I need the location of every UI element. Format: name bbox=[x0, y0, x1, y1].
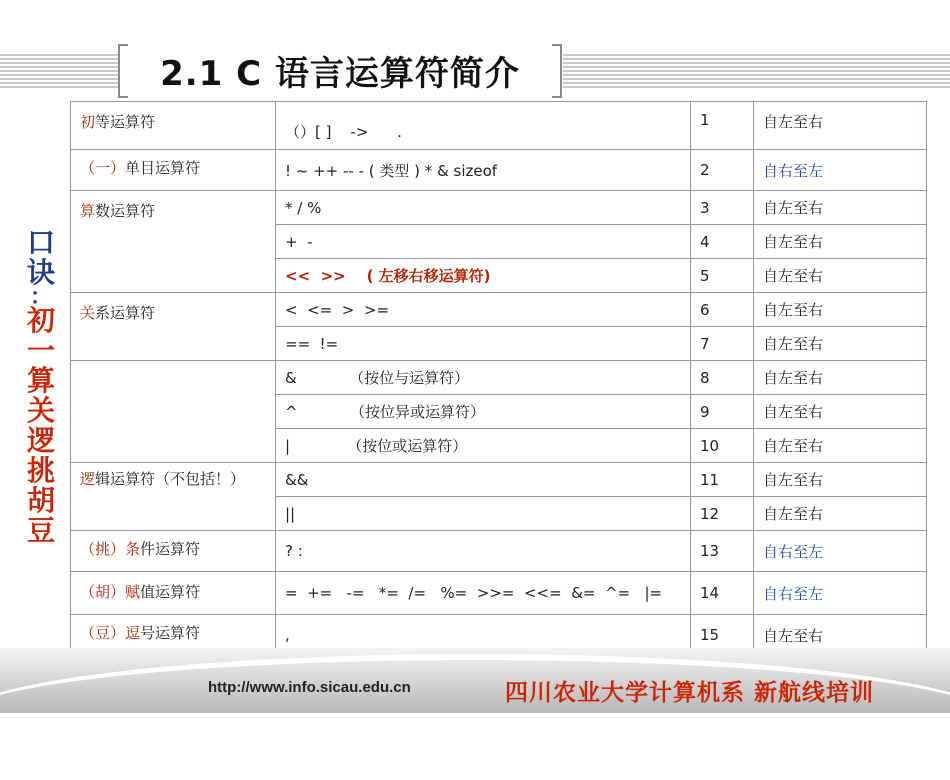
priority-cell: 1 bbox=[691, 102, 754, 150]
table-row bbox=[71, 102, 927, 150]
table-row bbox=[71, 531, 927, 572]
priority-cell: 9 bbox=[691, 395, 754, 429]
header-stripes-right bbox=[563, 54, 950, 88]
operator-cell: ^ （按位异或运算符） bbox=[276, 395, 691, 429]
category-key: （一） bbox=[80, 159, 126, 177]
category-cell-empty bbox=[71, 361, 276, 463]
title-frame bbox=[118, 44, 562, 98]
footer-url: http://www.info.sicau.edu.cn bbox=[208, 679, 411, 696]
footer-curve bbox=[0, 654, 950, 780]
operator-cell bbox=[276, 102, 691, 150]
direction-cell: 自左至右 bbox=[754, 293, 927, 327]
category-key: 关 bbox=[80, 304, 96, 322]
direction-cell: 自右至左 bbox=[754, 572, 927, 615]
direction-cell: 自左至右 bbox=[754, 463, 927, 497]
operator-cell: * / % bbox=[276, 191, 691, 225]
mnemonic-char: 初 bbox=[26, 304, 55, 337]
category-label: 号运算符 bbox=[140, 624, 201, 642]
mnemonic-head-2: 诀 bbox=[26, 256, 55, 289]
priority-cell: 4 bbox=[691, 225, 754, 259]
operator-cell: = += -= *= /= %= >>= <<= &= ^= |= bbox=[276, 572, 691, 615]
direction-cell: 自右至左 bbox=[754, 531, 927, 572]
mnemonic-char: 胡 bbox=[26, 484, 55, 517]
mnemonic-char: 逻 bbox=[26, 424, 55, 457]
mnemonic-char: 一 bbox=[26, 334, 55, 367]
operator-cell: + - bbox=[276, 225, 691, 259]
priority-cell: 3 bbox=[691, 191, 754, 225]
priority-cell: 5 bbox=[691, 259, 754, 293]
category-label: 等运算符 bbox=[95, 113, 156, 131]
header-stripes-left bbox=[0, 54, 118, 88]
priority-cell: 12 bbox=[691, 497, 754, 531]
table-row bbox=[71, 191, 927, 225]
operator-text: （）[ ] -> . bbox=[285, 123, 402, 141]
category-label: 数运算符 bbox=[95, 202, 156, 220]
priority-cell: 10 bbox=[691, 429, 754, 463]
category-label: 单目运算符 bbox=[125, 159, 201, 177]
mnemonic-colon: ： bbox=[29, 284, 52, 310]
priority-cell: 8 bbox=[691, 361, 754, 395]
table-row bbox=[71, 361, 927, 395]
mnemonic-char: 挑 bbox=[26, 454, 55, 487]
operator-cell: ! ~ ++ -- - ( 类型 ) * & sizeof bbox=[276, 150, 691, 191]
table-row bbox=[71, 463, 927, 497]
priority-cell: 13 bbox=[691, 531, 754, 572]
category-cell bbox=[71, 150, 276, 191]
direction-cell: 自左至右 bbox=[754, 259, 927, 293]
footer-department: 四川农业大学计算机系 新航线培训 bbox=[505, 679, 875, 706]
category-cell bbox=[71, 293, 276, 361]
category-key: 逻 bbox=[80, 470, 96, 488]
category-label: 系运算符 bbox=[95, 304, 156, 322]
direction-cell: 自左至右 bbox=[754, 497, 927, 531]
category-key: 算 bbox=[80, 202, 96, 220]
mnemonic-head-1: 口 bbox=[26, 226, 55, 259]
priority-cell: 14 bbox=[691, 572, 754, 615]
direction-cell: 自右至左 bbox=[754, 150, 927, 191]
table-row bbox=[71, 293, 927, 327]
category-label: 辑运算符（不包括！） bbox=[95, 470, 246, 488]
direction-cell: 自左至右 bbox=[754, 615, 927, 656]
operator-cell: || bbox=[276, 497, 691, 531]
operator-cell: < <= > >= bbox=[276, 293, 691, 327]
operator-cell: ? : bbox=[276, 531, 691, 572]
operator-cell: && bbox=[276, 463, 691, 497]
operator-cell: | （按位或运算符） bbox=[276, 429, 691, 463]
direction-cell: 自左至右 bbox=[754, 191, 927, 225]
category-cell bbox=[71, 572, 276, 615]
operator-cell: , bbox=[276, 615, 691, 656]
table-row bbox=[71, 572, 927, 615]
priority-cell: 6 bbox=[691, 293, 754, 327]
table-row bbox=[71, 150, 927, 191]
priority-cell: 15 bbox=[691, 615, 754, 656]
operator-cell: << >> ( 左移右移运算符) bbox=[276, 259, 691, 293]
mnemonic-char: 算 bbox=[26, 364, 55, 397]
mnemonic-char: 豆 bbox=[26, 514, 55, 547]
operator-cell: == != bbox=[276, 327, 691, 361]
operator-cell: & （按位与运算符） bbox=[276, 361, 691, 395]
priority-cell: 7 bbox=[691, 327, 754, 361]
direction-cell: 自左至右 bbox=[754, 395, 927, 429]
direction-cell: 自左至右 bbox=[754, 429, 927, 463]
priority-cell: 2 bbox=[691, 150, 754, 191]
page-title: 2.1 C 语言运算符简介 bbox=[160, 54, 520, 94]
category-label: 值运算符 bbox=[140, 583, 201, 601]
category-key: （豆）逗 bbox=[80, 624, 141, 642]
direction-cell: 自左至右 bbox=[754, 225, 927, 259]
direction-cell: 自左至右 bbox=[754, 327, 927, 361]
mnemonic-char: 关 bbox=[26, 394, 55, 427]
mnemonic-vertical bbox=[24, 228, 58, 546]
operator-precedence-table bbox=[70, 101, 927, 656]
category-cell bbox=[71, 531, 276, 572]
category-key: （胡）赋 bbox=[80, 583, 141, 601]
direction-cell: 自左至右 bbox=[754, 102, 927, 150]
category-cell bbox=[71, 191, 276, 293]
direction-cell: 自左至右 bbox=[754, 361, 927, 395]
category-cell bbox=[71, 102, 276, 150]
category-key: 初 bbox=[80, 113, 96, 131]
category-key: （挑）条 bbox=[80, 540, 141, 558]
category-label: 件运算符 bbox=[140, 540, 201, 558]
category-cell bbox=[71, 463, 276, 531]
priority-cell: 11 bbox=[691, 463, 754, 497]
